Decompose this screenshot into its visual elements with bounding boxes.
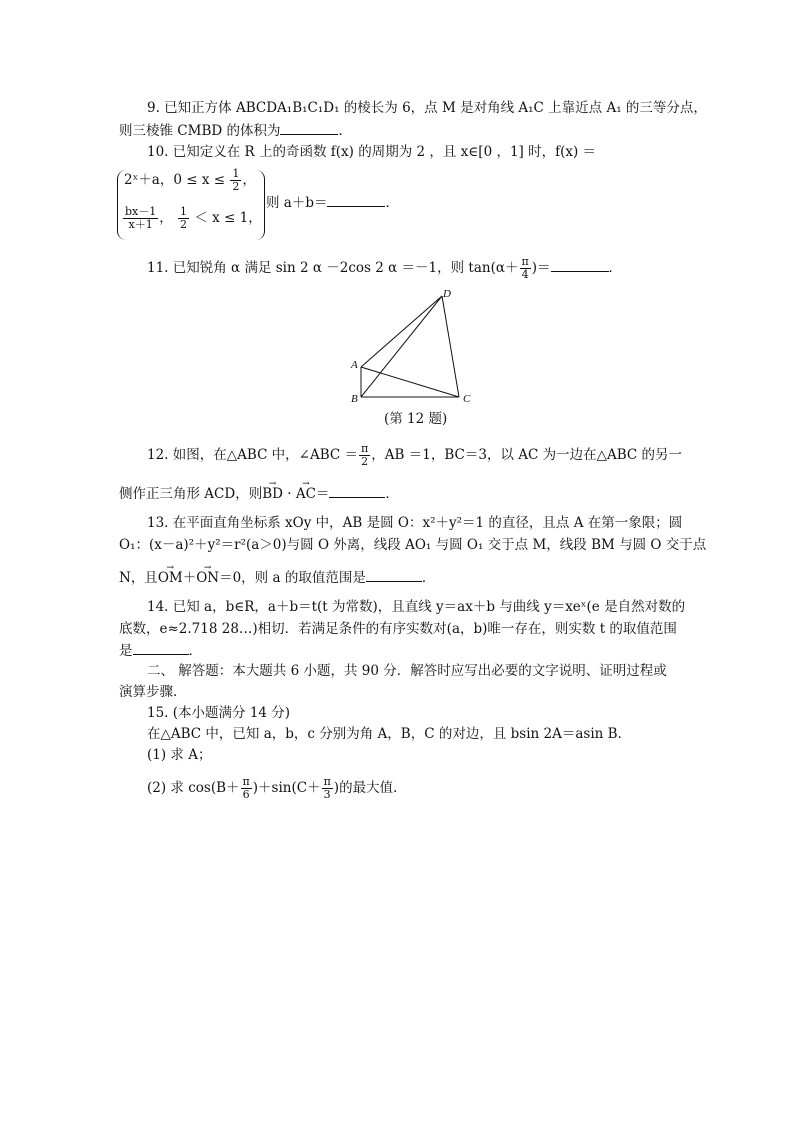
frac-den: 2 <box>361 455 369 468</box>
segment-bd <box>361 296 442 397</box>
q12-line2-text: 侧作正三角形 ACD，则 <box>119 486 263 502</box>
q10-period: ． <box>385 195 399 211</box>
frac-num: 1 <box>180 205 188 218</box>
fraction-pi-4 <box>520 256 531 281</box>
q14-line3 <box>119 641 202 660</box>
frac-den: 6 <box>242 788 250 801</box>
frac-num: π <box>242 775 250 788</box>
q14-period: ． <box>188 643 202 659</box>
q10-case1 <box>124 168 256 193</box>
fraction-pi-2 <box>359 443 370 468</box>
frac-den: x＋1 <box>128 218 153 231</box>
frac-den: 2 <box>232 180 240 193</box>
answer-blank <box>133 641 189 655</box>
q10-tail-text: 则 a＋b＝ <box>266 195 328 211</box>
fraction-pi-6 <box>241 776 252 801</box>
q14-line1: 14. 已知 a，b∈R，a＋b＝t(t 为常数)，且直线 y＝ax＋b 与曲线 y＝xeˣ(e 是自然对数的 <box>147 599 686 615</box>
q9-line2-text: 则三棱锥 CMBD 的体积为 <box>119 123 281 139</box>
case2-mid: ， <box>159 210 173 226</box>
q9-period: ． <box>338 123 352 139</box>
plus-operator: ＋ <box>182 570 197 586</box>
vector-ac: → AC <box>296 485 316 503</box>
q9-line1: 9. 已知正方体 ABCDA₁B₁C₁D₁ 的棱长为 6，点 M 是对角线 A₁C 上靠近点 A₁ 的三等分点， <box>147 100 707 116</box>
section2-heading: 二、 解答题：本大题共 6 小题，共 90 分．解答时应写出必要的文字说明、证明过程或 <box>147 663 667 679</box>
case1-text: 2ˣ＋a，0 ≤ x ≤ <box>124 172 226 188</box>
frac-den: 4 <box>521 268 529 281</box>
answer-blank <box>327 193 385 207</box>
q12-line2 <box>119 484 399 503</box>
q11-line <box>147 256 622 281</box>
label-b: B <box>351 393 358 405</box>
segment-ad <box>361 296 442 367</box>
fraction-pi-3 <box>322 776 333 801</box>
label-d: D <box>443 288 451 300</box>
fraction-half <box>230 168 241 193</box>
figure-caption: (第 12 题) <box>384 411 448 427</box>
case2-end: ＜ x ≤ 1， <box>194 210 262 226</box>
q12-text: 12. 如图，在△ABC 中，∠ABC ＝ <box>147 447 359 463</box>
answer-blank <box>280 121 338 135</box>
q15-title: 15. (本小题满分 14 分) <box>147 705 291 721</box>
vector-om: → OM <box>158 569 183 587</box>
q13-line1: 13. 在平面直角坐标系 xOy 中，AB 是圆 O：x²＋y²＝1 的直径，且点 A 在第一象限；圆 <box>147 515 683 531</box>
label-a: A <box>351 359 358 371</box>
section2-heading-cont: 演算步骤． <box>119 684 187 700</box>
fraction-half <box>178 206 189 231</box>
q14-line3-text: 是 <box>119 643 133 659</box>
frac-num: bx－1 <box>125 205 157 218</box>
q15-part2 <box>147 776 407 801</box>
right-brace <box>256 170 265 240</box>
frac-num: π <box>361 442 369 455</box>
answer-blank <box>551 258 609 272</box>
q15-stem: 在△ABC 中，已知 a，b，c 分别为角 A，B，C 的对边，且 bsin 2A＝asin B. <box>147 726 622 742</box>
answer-blank <box>366 568 422 582</box>
q11-text-b: )＝ <box>531 260 551 276</box>
q10-case2 <box>122 206 262 231</box>
vector-on: → ON <box>196 569 219 587</box>
q10-line1: 10. 已知定义在 R 上的奇函数 f(x) 的周期为 2 ，且 x∈[0 ，1] 时，f(x) ＝ <box>147 144 597 160</box>
q11-period: ． <box>608 260 623 276</box>
q13-line2: O₁：(x－a)²＋y²＝r²(a＞0)与圆 O 外离，线段 AO₁ 与圆 O₁ 交于点 M，线段 BM 与圆 O 交于点 <box>119 537 707 553</box>
q13-line3 <box>119 568 435 587</box>
q13-line3-text: N，且 <box>119 570 158 586</box>
triangle-figure <box>345 288 475 408</box>
q10-tail <box>266 193 399 212</box>
q11-text: 11. 已知锐角 α 满足 sin 2 α －2cos 2 α ＝－1，则 tan(α＋ <box>147 260 519 276</box>
frac-num: π <box>323 775 331 788</box>
frac-den: 2 <box>180 218 188 231</box>
q13-period: ． <box>421 570 436 586</box>
q9-line2 <box>119 121 352 140</box>
frac-den: 3 <box>323 788 331 801</box>
answer-blank <box>329 484 385 498</box>
vector-bd: → BD <box>262 485 283 503</box>
q12-text-b: ，AB ＝1，BC＝3，以 AC 为一边在△ABC 的另一 <box>371 447 683 463</box>
segment-dc <box>442 296 459 397</box>
q14-line2: 底数，e≈2.718 28…)相切．若满足条件的有序实数对(a，b)唯一存在，则实数 t 的取值范围 <box>119 621 677 637</box>
q15-part2-text-b: )＋sin(C＋ <box>252 780 321 796</box>
fraction-bx <box>123 206 158 231</box>
q13-line3-text-b: ＝0，则 a 的取值范围是 <box>219 570 366 586</box>
q12-line1 <box>147 443 682 468</box>
q15-part2-text-c: )的最大值． <box>333 780 407 796</box>
q12-equals: ＝ <box>315 486 330 502</box>
frac-num: π <box>521 255 529 268</box>
case1-end: ， <box>242 172 256 188</box>
q12-period: ． <box>385 486 399 502</box>
segment-ac <box>361 367 459 397</box>
dot-operator: · <box>282 486 296 502</box>
q15-part2-text: (2) 求 cos(B＋ <box>147 780 240 796</box>
q15-part1: (1) 求 A； <box>147 747 212 763</box>
label-c: C <box>463 393 471 405</box>
frac-num: 1 <box>232 167 240 180</box>
